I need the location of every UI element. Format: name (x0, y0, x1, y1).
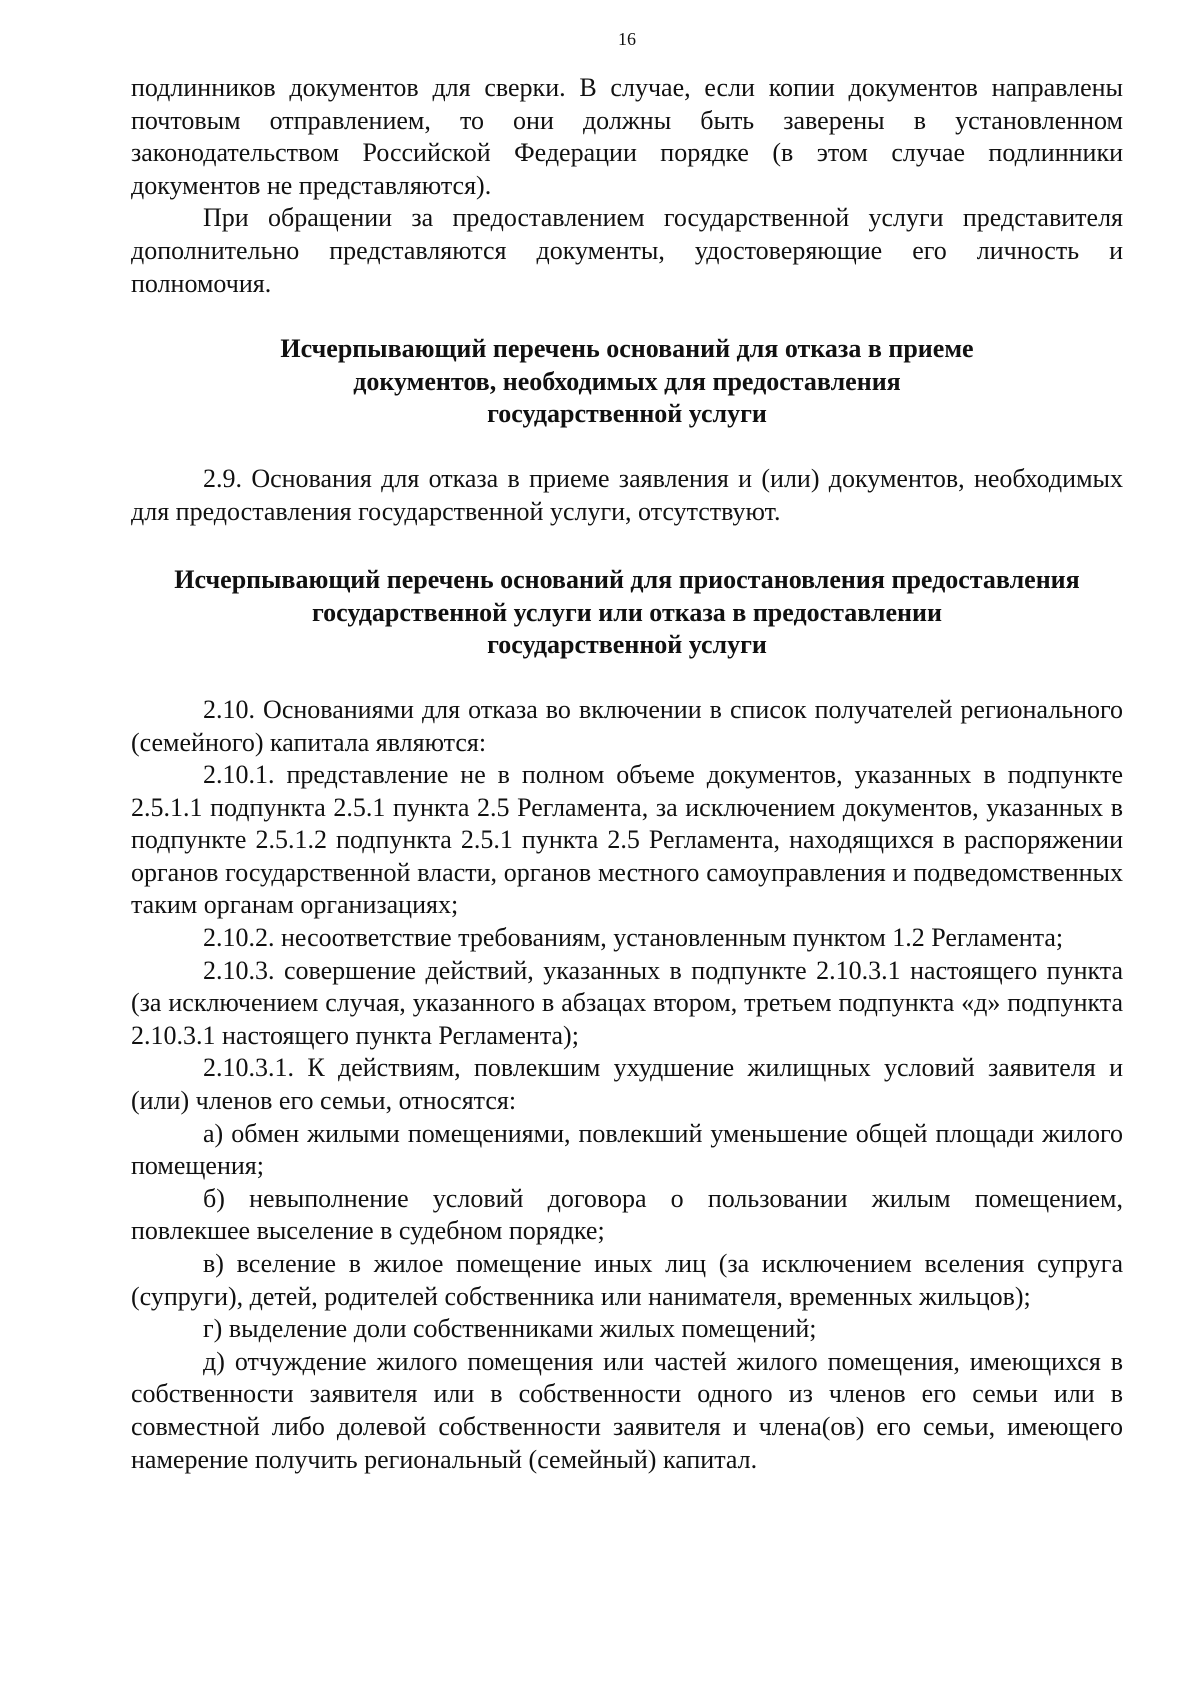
paragraph-2-9: 2.9. Основания для отказа в приеме заявления и (или) документов, необходимых для предоставления государственной услуги, отсутствуют. (131, 463, 1123, 526)
paragraph-representative: При обращении за предоставлением государственной услуги представителя дополнительно представляются документы, удостоверяющие его личность и полномочия. (131, 203, 1123, 298)
heading-line: государственной услуги (487, 630, 767, 660)
paragraph-2-10: 2.10. Основаниями для отказа во включении в список получателей регионального (семейного) капитала являются: (131, 694, 1123, 757)
heading-line: государственной услуги или отказа в предоставлении (311, 597, 943, 627)
list-item-d: д) отчуждение жилого помещения или частей жилого помещения, имеющихся в собственности заявителя или в собственности одного из членов его семьи или в совместной либо долевой собственности заявителя и члена(ов) его семьи, имеющего намерение получить региональный (семейный) капитал. (131, 1346, 1123, 1474)
heading-line: документов, необходимых для предоставления (353, 366, 901, 396)
paragraph-2-10-3-1: 2.10.3.1. К действиям, повлекшим ухудшение жилищных условий заявителя и (или) членов его семьи, относятся: (131, 1053, 1123, 1116)
paragraph-2-10-1: 2.10.1. представление не в полном объеме документов, указанных в подпункте 2.5.1.1 подпункта 2.5.1 пункта 2.5 Регламента, за исключением документов, указанных в подпункте 2.5.1.2 подпункта 2.5.1 пункта 2.5 Регламента, находящихся в распоряжении органов государственной власти, органов местного самоуправления и подведомственных таким органам организациях; (131, 760, 1123, 920)
paragraph-2-10-3: 2.10.3. совершение действий, указанных в подпункте 2.10.3.1 настоящего пункта (за исключением случая, указанного в абзацах втором, третьем подпункта «д» подпункта 2.10.3.1 настоящего пункта Регламента); (131, 955, 1123, 1050)
document-page (131, 28, 1123, 1476)
list-item-g: г) выделение доли собственниками жилых помещений; (203, 1314, 817, 1344)
heading-line: Исчерпывающий перечень оснований для отказа в приеме (280, 334, 974, 364)
list-item-a: а) обмен жилыми помещениями, повлекший уменьшение общей площади жилого помещения; (131, 1118, 1123, 1181)
heading-line: Исчерпывающий перечень оснований для приостановления предоставления (174, 565, 1080, 595)
section-heading-refusal-acceptance (131, 333, 1123, 431)
page-number: 16 (618, 29, 636, 49)
paragraph-continuation: подлинников документов для сверки. В случае, если копии документов направлены почтовым отправлением, то они должны быть заверены в установленном законодательством Российской Федерации порядке (в этом случае подлинники документов не представляются). (131, 73, 1123, 200)
list-item-b: б) невыполнение условий договора о пользовании жилым помещением, повлекшее выселение в судебном порядке; (131, 1183, 1123, 1246)
section-heading-suspension (131, 564, 1123, 662)
list-item-v: в) вселение в жилое помещение иных лиц (за исключением вселения супруга (супруги), детей, родителей собственника или нанимателя, временных жильцов); (131, 1249, 1123, 1311)
paragraph-2-10-2: 2.10.2. несоответствие требованиям, установленным пунктом 1.2 Регламента; (203, 923, 1064, 953)
heading-line: государственной услуги (487, 399, 767, 429)
